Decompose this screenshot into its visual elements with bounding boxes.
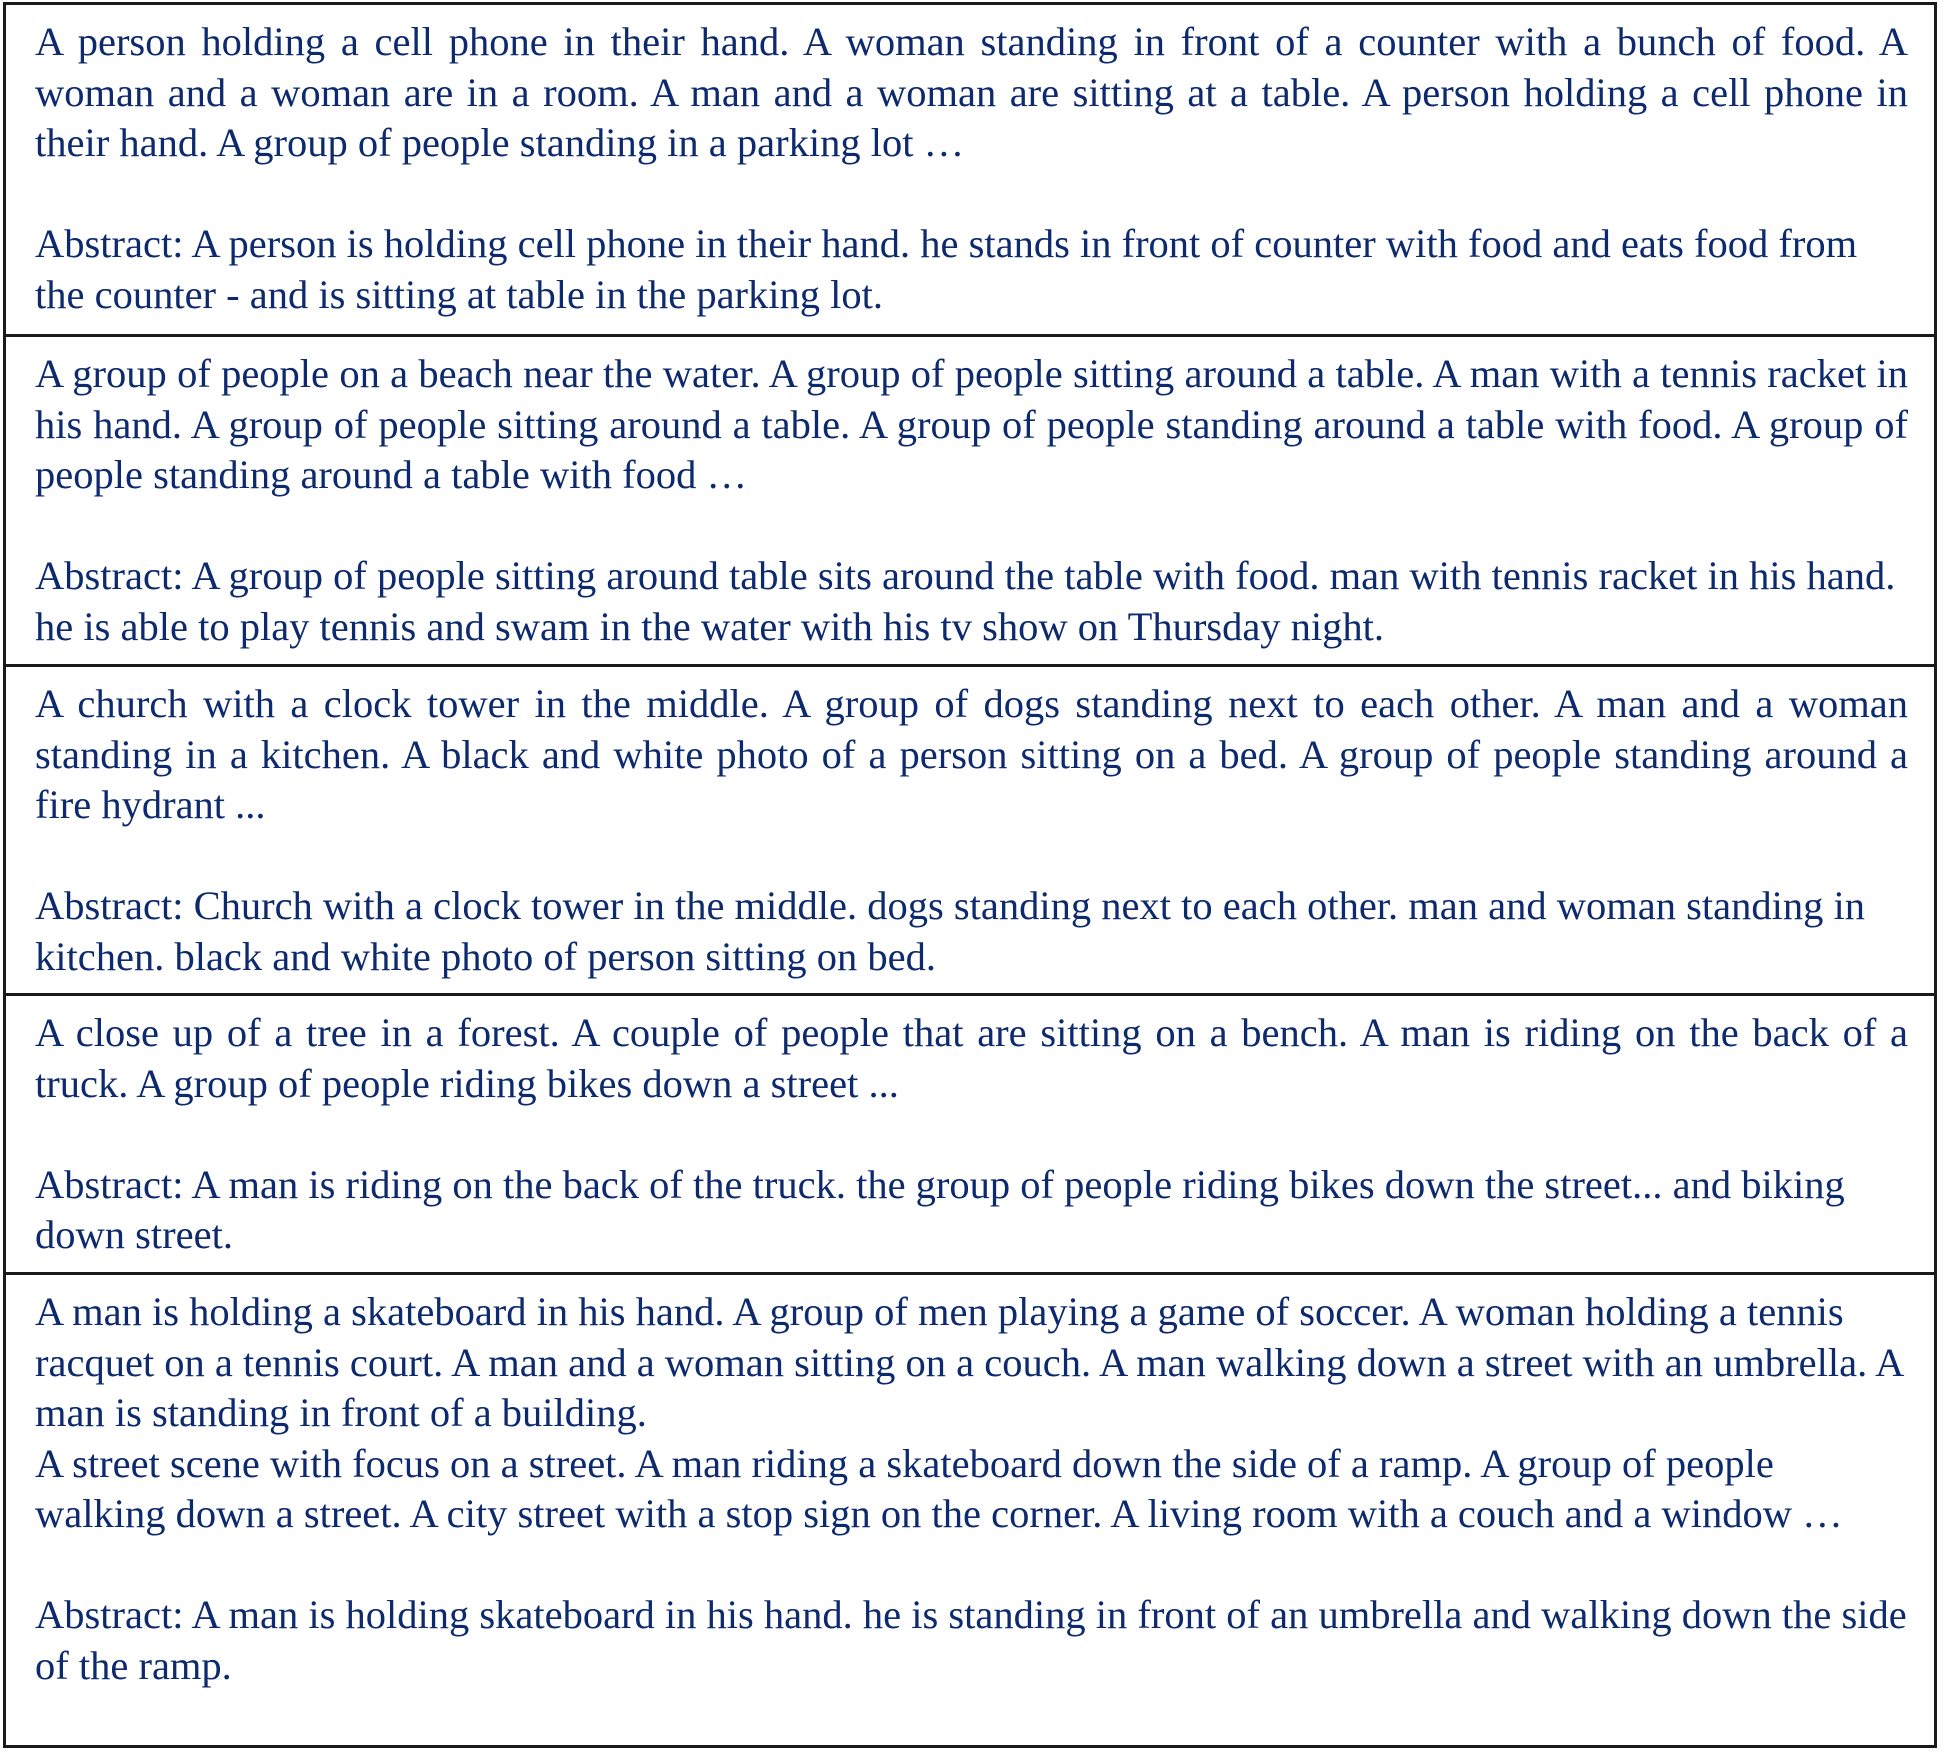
caption-sequence-continued: A street scene with focus on a street. A man riding a skateboard down the side of a ramp. A group of people walking down a street. A city street with a stop sign on the corner. A living room with a couch and a window … [35,1440,1843,1536]
abstract-text: Abstract: A man is riding on the back of the truck. the group of people riding bikes down the street... and biking down street. [35,1161,1845,1257]
table-row [6,1272,1934,1745]
caption-sequence: A close up of a tree in a forest. A couple of people that are sitting on a bench. A man is riding on the back of a truck. A group of people riding bikes down a street ... [35,1010,1908,1106]
abstract-text: Abstract: A man is holding skateboard in his hand. he is standing in front of an umbrella and walking down the side of the ramp. [35,1592,1907,1688]
abstract-text: Abstract: Church with a clock tower in the middle. dogs standing next to each other. man and woman standing in kitchen. black and white photo of person sitting on bed. [35,883,1865,979]
table-row [6,664,1934,993]
caption-sequence: A church with a clock tower in the middle. A group of dogs standing next to each other. A man and a woman standing in a kitchen. A black and white photo of a person sitting on a bed. A group of people standing around a fire hydrant ... [35,681,1908,827]
table-row [6,334,1934,664]
caption-sequence: A man is holding a skateboard in his hand. A group of men playing a game of soccer. A woman holding a tennis racquet on a tennis court. A man and a woman sitting on a couch. A man walking down a street with an umbrella. A man is standing in front of a building. [35,1289,1903,1435]
table-row [6,993,1934,1272]
caption-sequence: A person holding a cell phone in their hand. A woman standing in front of a counter with a bunch of food. A woman and a woman are in a room. A man and a woman are sitting at a table. A person holding a cell phone in their hand. A group of people standing in a parking lot … [35,19,1908,165]
abstract-text: Abstract: A person is holding cell phone in their hand. he stands in front of counter with food and eats food from the counter - and is sitting at table in the parking lot. [35,221,1858,317]
table-row [6,5,1934,334]
abstract-text: Abstract: A group of people sitting around table sits around the table with food. man with tennis racket in his hand. he is able to play tennis and swam in the water with his tv show on Thursday night. [35,553,1896,649]
caption-sequence: A group of people on a beach near the water. A group of people sitting around a table. A man with a tennis racket in his hand. A group of people sitting around a table. A group of people standing around a table with food. A group of people standing around a table with food … [35,351,1908,497]
captions-abstract-table [3,2,1937,1748]
